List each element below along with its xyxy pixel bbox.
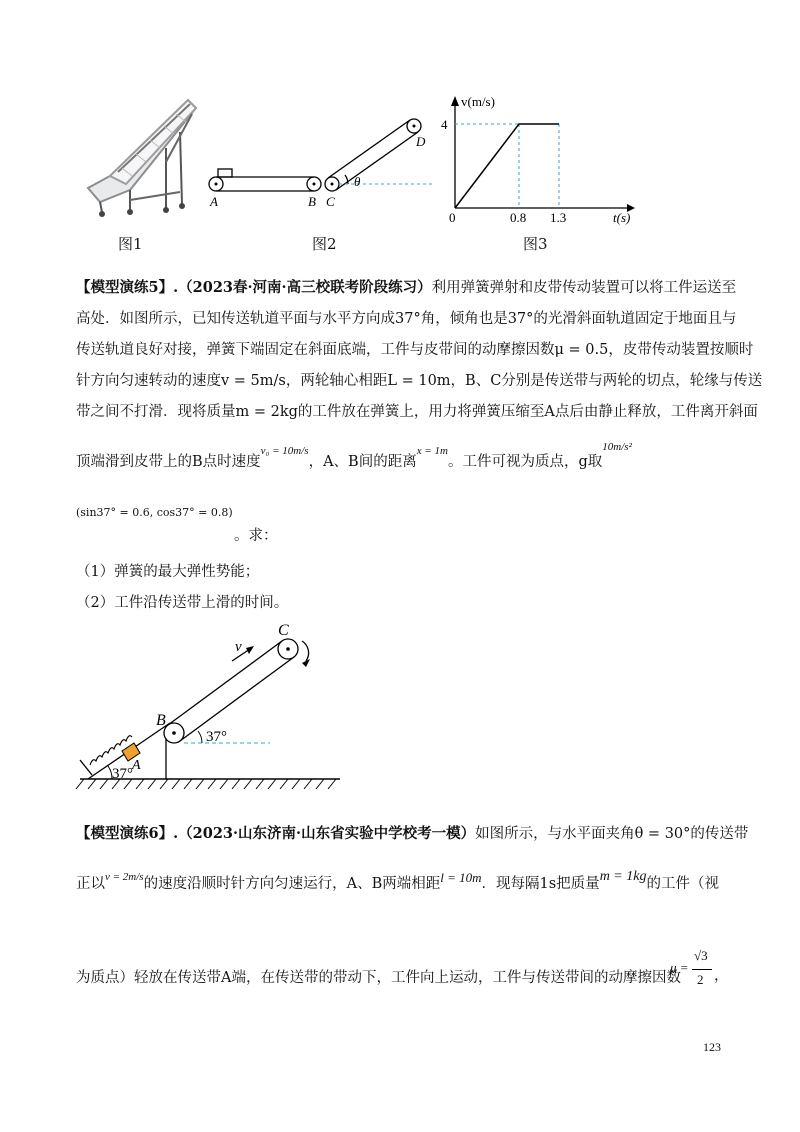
problem5-trig: (sin37° = 0.6, cos37° = 0.8) — [76, 506, 233, 519]
fig4-label-c: C — [278, 622, 289, 639]
problem5-x: x = 1m — [416, 445, 448, 457]
problem6-l: l = 10m — [440, 870, 482, 885]
problem5-q1: （1）弹簧的最大弹性势能； — [76, 564, 260, 580]
fig3-series-line — [455, 124, 559, 208]
problem5-line7-end: 。求： — [234, 528, 278, 544]
problem6-mu-numerator: √3 — [694, 948, 708, 963]
fig4-spring-belt-diagram — [70, 615, 370, 795]
problem5-line6-c: 。工件可视为质点，g取 — [447, 454, 603, 470]
fig3-vt-graph — [435, 90, 635, 230]
problem6-line3 — [76, 968, 681, 988]
fig3-y-label: v(m/s) — [461, 94, 495, 109]
problem5-line7 — [76, 508, 233, 529]
fig3-x-label: t(s) — [613, 210, 631, 225]
fig4-angle-top: 37° — [206, 729, 227, 745]
problem5-g: 10m/s² — [602, 441, 632, 453]
fig2-label-d: D — [416, 134, 426, 149]
problem6-line2 — [76, 869, 719, 895]
problem6-line1-text: 如图所示，与水平面夹角θ = 30°的传送带 — [475, 826, 749, 842]
problem6-line3-end: ， — [714, 968, 729, 984]
problem6-label: 【模型演练6】 — [76, 825, 174, 842]
fig2-block — [218, 169, 232, 177]
problem5-line1 — [76, 278, 736, 298]
problem6-v: v = 2m/s — [105, 871, 144, 883]
problem6-fraction-bar — [692, 969, 712, 970]
fig2-label-a: A — [210, 194, 218, 209]
fig4-angle-bottom: 37° — [112, 766, 133, 782]
problem5-line3: 传送轨道良好对接，弹簧下端固定在斜面底端，工件与皮带间的动摩擦因数μ = 0.5，皮带传动装置按顺时 — [76, 342, 754, 358]
problem6-line2-a: 正以 — [76, 876, 105, 892]
fig3-y-arrow — [451, 96, 459, 106]
problem6-mu-denominator: 2 — [697, 972, 704, 987]
fig1-conveyor-photo — [70, 92, 200, 222]
fig4-label-b: B — [156, 712, 166, 729]
fig1-caption: 图1 — [118, 235, 143, 253]
problem5-source: .（2023春·河南·高三校联考阶段练习） — [173, 279, 432, 296]
fig2-belt-diagram — [200, 110, 440, 220]
fig2-label-b: B — [308, 194, 316, 209]
problem5-v0: v₀ = 10m/s — [260, 445, 309, 457]
problem6-line2-c: ．现每隔1s把质量 — [481, 876, 600, 892]
problem5-line5: 带之间不打滑．现将质量m = 2kg的工件放在弹簧上，用力将弹簧压缩至A点后由静止释放，工件离开斜面 — [76, 404, 758, 420]
page-number: 123 — [703, 1040, 721, 1054]
problem5-line4: 针方向匀速转动的速度v = 5m/s，两轮轴心相距L = 10m，B、C分别是传送带与两轮的切点，轮缘与传送 — [76, 373, 763, 389]
problem6-line1 — [76, 824, 748, 844]
problem5-line6-b: ，A、B间的距离 — [308, 454, 417, 470]
fig3-x-tick-08: 0.8 — [510, 210, 527, 225]
problem5-line6-a: 顶端滑到皮带上的B点时速度 — [76, 454, 261, 470]
problem6-m: m = 1kg — [599, 869, 647, 884]
problem5-q2: （2）工件沿传送带上滑的时间。 — [76, 595, 289, 611]
problem5-line1-text: 利用弹簧弹射和皮带传动装置可以将工件运送至 — [431, 280, 737, 296]
fig3-caption: 图3 — [523, 235, 548, 253]
fig4-label-v: v — [235, 639, 242, 655]
problem6-line2-b: 的速度沿顺时针方向匀速运行，A、B两端相距 — [143, 876, 441, 892]
fig2-label-c: C — [326, 194, 335, 209]
problem6-mu-fraction — [670, 948, 729, 992]
problem5-line2: 高处．如图所示，已知传送轨道平面与水平方向成37°角，倾角也是37°的光滑斜面轨道固定于地面且与 — [76, 311, 737, 327]
fig3-y-tick-4: 4 — [441, 117, 448, 132]
problem6-line2-d: 的工件（视 — [646, 876, 719, 892]
problem5-line6 — [76, 441, 632, 473]
fig3-x-tick-13: 1.3 — [550, 210, 567, 225]
problem6-line3-a: 为质点）轻放在传送带A端，在传送带的带动下，工件向上运动，工件与传送带间的动摩擦因数 — [76, 970, 681, 986]
problem6-mu: μ = — [670, 960, 689, 975]
fig2-caption: 图2 — [312, 235, 337, 253]
problem5-label: 【模型演练5】 — [76, 279, 174, 296]
problem6-source: .（2023·山东济南·山东省实验中学校考一模） — [173, 825, 476, 842]
fig3-x-tick-0: 0 — [449, 210, 456, 225]
fig4-label-a: A — [132, 758, 141, 773]
fig4-rotation-arrow — [302, 641, 309, 661]
fig2-label-theta: θ — [354, 174, 361, 189]
